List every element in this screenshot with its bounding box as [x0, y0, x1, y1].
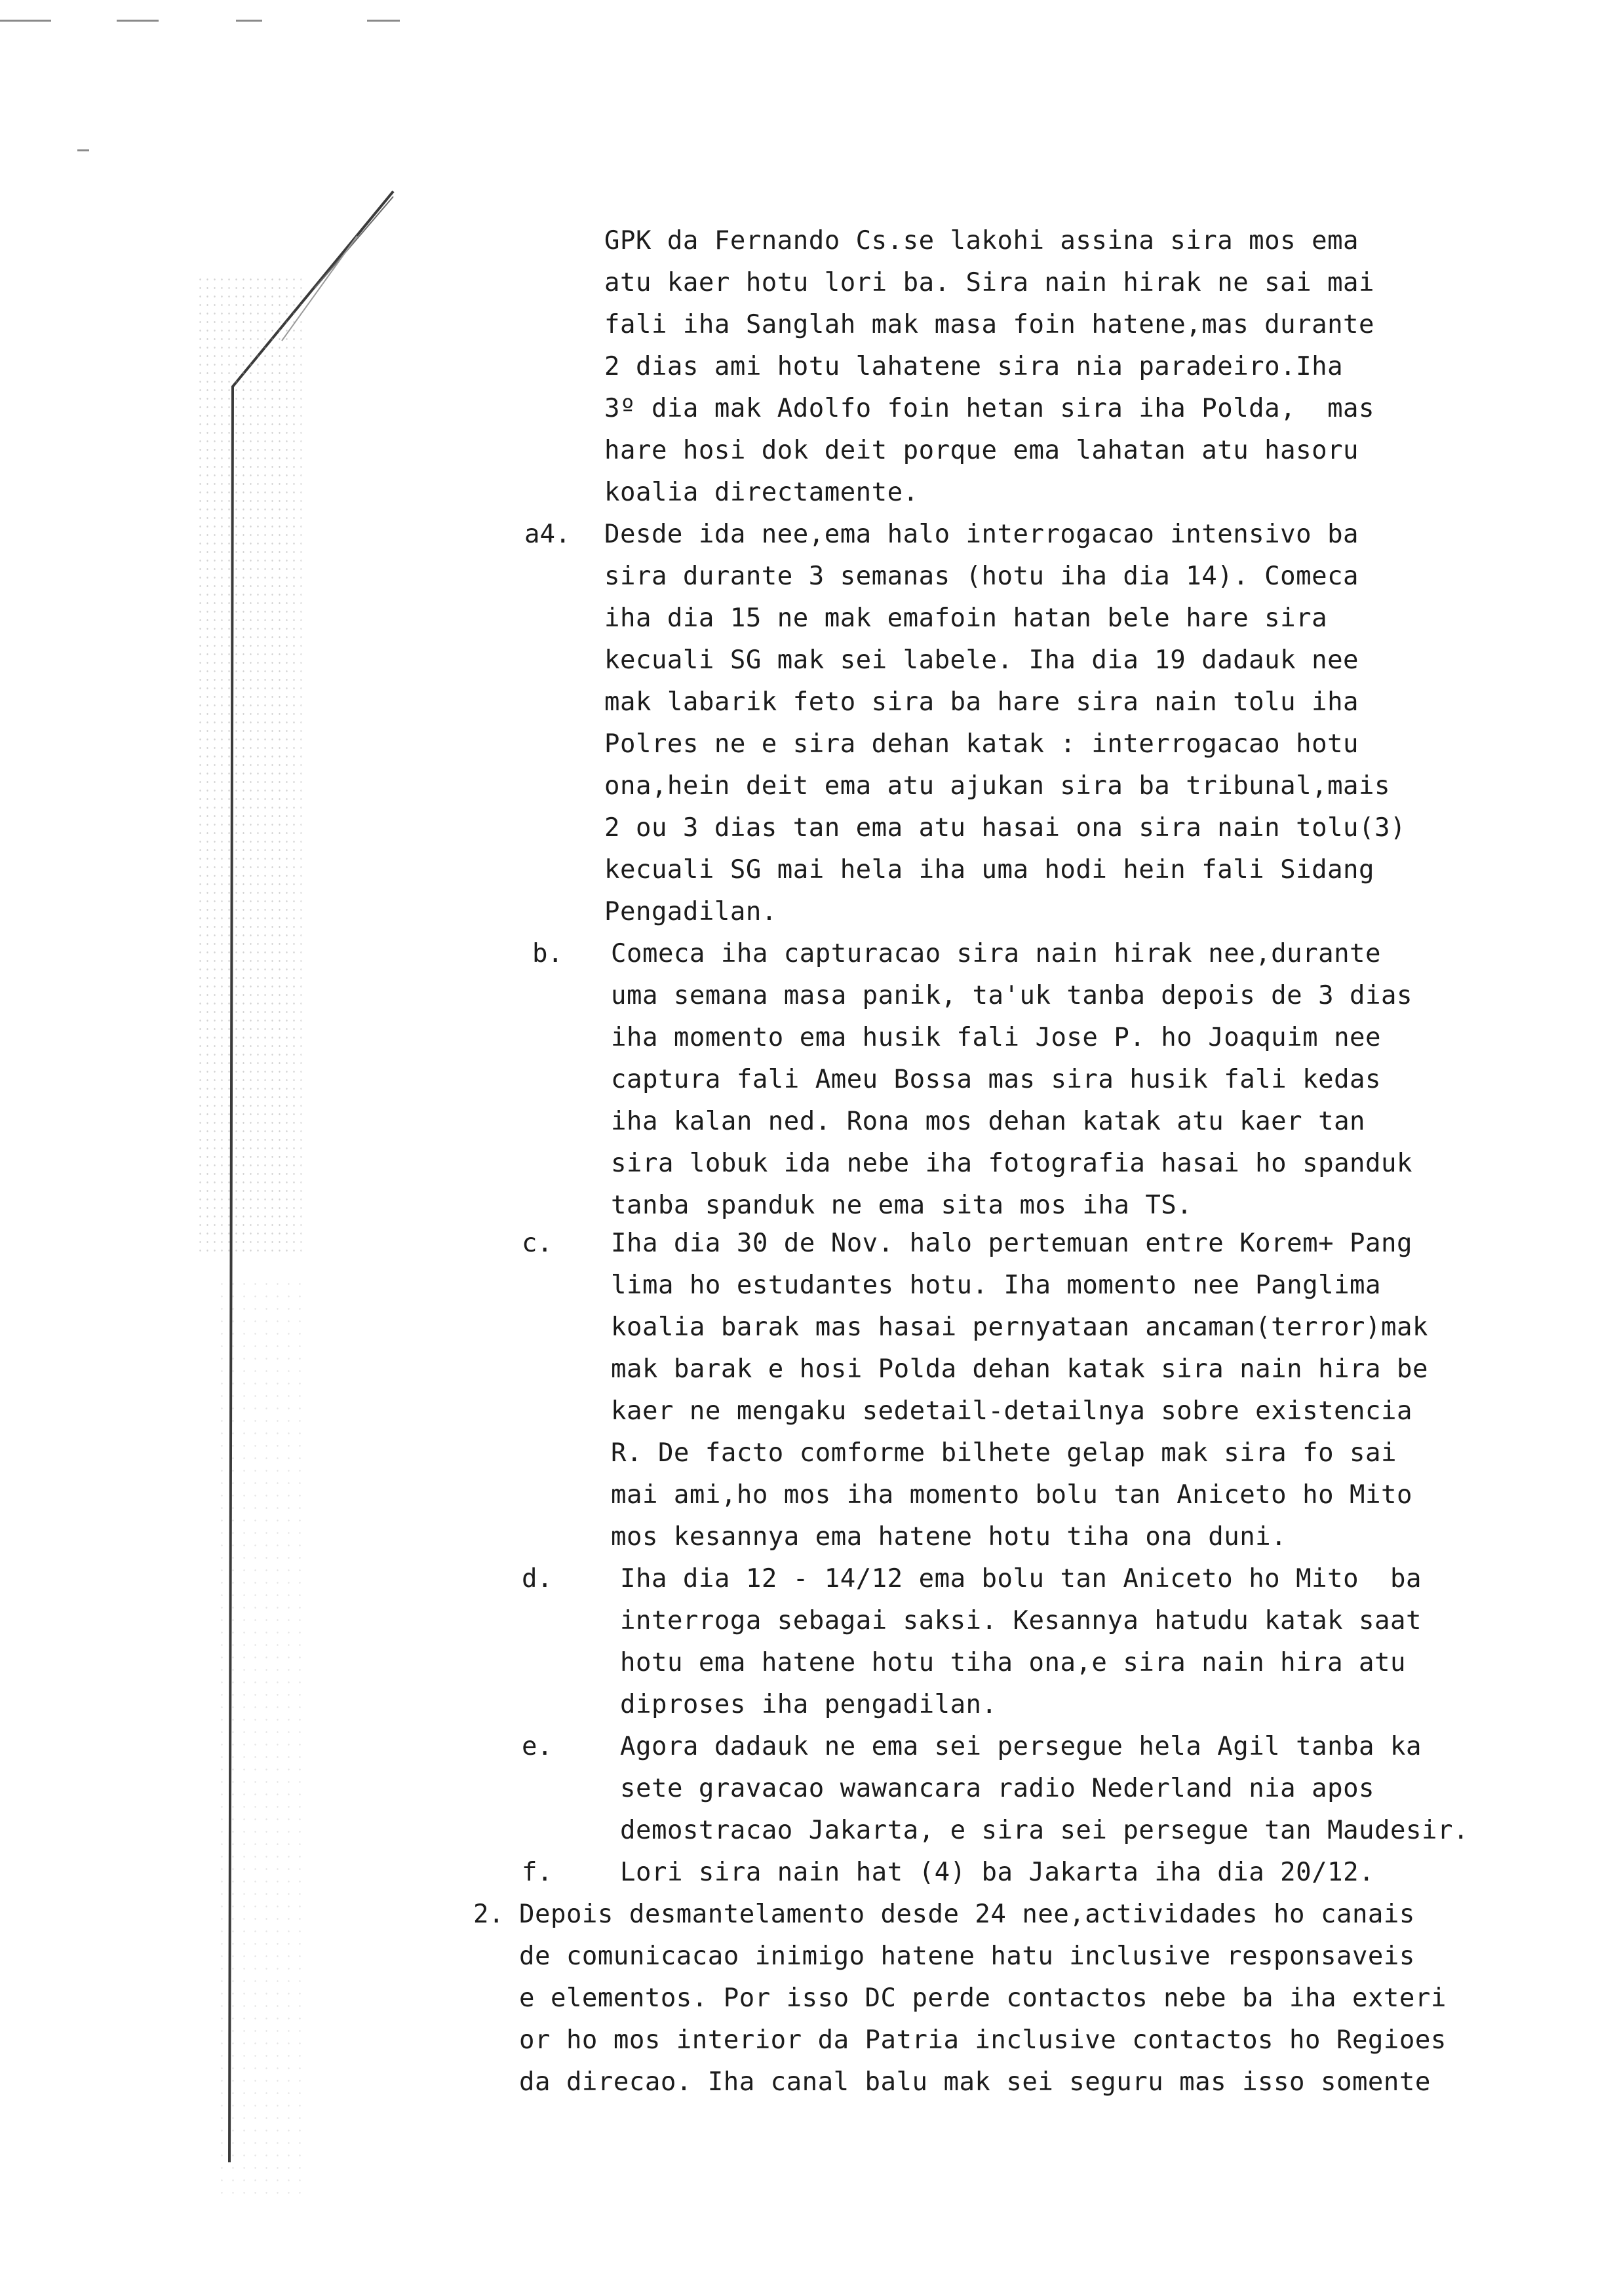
text-line: Lori sira nain hat (4) ba Jakarta iha dia 20/12.: [620, 1858, 1375, 1887]
text-line: interroga sebagai saksi. Kesannya hatudu katak saat: [620, 1606, 1422, 1636]
text-line: hare hosi dok deit porque ema lahatan atu hasoru: [604, 436, 1359, 465]
item-label: e.: [522, 1732, 553, 1761]
text-line: iha momento ema husik fali Jose P. ho Joaquim nee: [611, 1023, 1382, 1052]
text-line: kecuali SG mak sei labele. Iha dia 19 dadauk nee: [604, 645, 1359, 675]
text-line: mos kesannya ema hatene hotu tiha ona duni.: [611, 1522, 1287, 1552]
item-label: f.: [522, 1858, 553, 1887]
scan-speckle-lower: [216, 1278, 308, 2195]
text-line: hotu ema hatene hotu tiha ona,e sira nain hira atu: [620, 1648, 1406, 1677]
text-line: Agora dadauk ne ema sei persegue hela Agil tanba ka: [620, 1732, 1422, 1761]
item-label: a4.: [524, 520, 571, 549]
text-line: koalia directamente.: [604, 478, 919, 507]
text-line: demostracao Jakarta, e sira sei persegue tan Maudesir.: [620, 1816, 1469, 1845]
text-line: uma semana masa panik, ta'uk tanba depois de 3 dias: [611, 981, 1412, 1010]
text-line: 2 ou 3 dias tan ema atu hasai ona sira nain tolu(3): [604, 813, 1406, 843]
text-line: Polres ne e sira dehan katak : interrogacao hotu: [604, 729, 1359, 759]
text-line: sira durante 3 semanas (hotu iha dia 14). Comeca: [604, 562, 1359, 591]
scan-speckle-upper: [197, 275, 302, 1258]
text-line: R. De facto comforme bilhete gelap mak sira fo sai: [611, 1438, 1397, 1468]
item-label: b.: [532, 939, 563, 968]
text-line: koalia barak mas hasai pernyataan ancaman(terror)mak: [611, 1312, 1428, 1342]
text-line: Iha dia 30 de Nov. halo pertemuan entre Korem+ Pang: [611, 1229, 1412, 1258]
text-line: kecuali SG mai hela iha uma hodi hein fali Sidang: [604, 855, 1375, 885]
text-line: iha dia 15 ne mak emafoin hatan bele hare sira: [604, 603, 1328, 633]
text-line: 2 dias ami hotu lahatene sira nia paradeiro.Iha: [604, 352, 1344, 381]
text-line: sira lobuk ida nebe iha fotografia hasai ho spanduk: [611, 1149, 1412, 1178]
text-line: lima ho estudantes hotu. Iha momento nee Panglima: [611, 1271, 1382, 1300]
text-line: mai ami,ho mos iha momento bolu tan Aniceto ho Mito: [611, 1480, 1412, 1510]
text-line: de comunicacao inimigo hatene hatu inclusive responsaveis: [519, 1942, 1415, 1971]
text-line: Pengadilan.: [604, 897, 777, 927]
section-label: 2.: [473, 1900, 504, 1929]
text-line: captura fali Ameu Bossa mas sira husik fali kedas: [611, 1065, 1382, 1094]
text-line: sete gravacao wawancara radio Nederland nia apos: [620, 1774, 1375, 1803]
text-line: da direcao. Iha canal balu mak sei seguru mas isso somente: [519, 2067, 1431, 2097]
item-label: c.: [522, 1229, 553, 1258]
text-line: ona,hein deit ema atu ajukan sira ba tribunal,mais: [604, 771, 1390, 801]
text-line: Comeca iha capturacao sira nain hirak nee,durante: [611, 939, 1382, 968]
text-line: diproses iha pengadilan.: [620, 1690, 998, 1719]
text-line: iha kalan ned. Rona mos dehan katak atu kaer tan: [611, 1107, 1366, 1136]
text-line: Depois desmantelamento desde 24 nee,actividades ho canais: [519, 1900, 1415, 1929]
text-line: mak barak e hosi Polda dehan katak sira nain hira be: [611, 1354, 1428, 1384]
item-label: d.: [522, 1564, 553, 1594]
text-line: mak labarik feto sira ba hare sira nain tolu iha: [604, 687, 1359, 717]
text-line: e elementos. Por isso DC perde contactos nebe ba iha exteri: [519, 1983, 1447, 2013]
text-line: fali iha Sanglah mak masa foin hatene,mas durante: [604, 310, 1375, 339]
text-line: 3º dia mak Adolfo foin hetan sira iha Polda, mas: [604, 394, 1375, 423]
text-line: kaer ne mengaku sedetail-detailnya sobre existencia: [611, 1396, 1412, 1426]
text-line: tanba spanduk ne ema sita mos iha TS.: [611, 1191, 1193, 1220]
text-line: Desde ida nee,ema halo interrogacao intensivo ba: [604, 520, 1359, 549]
text-line: atu kaer hotu lori ba. Sira nain hirak ne sai mai: [604, 268, 1375, 297]
text-line: Iha dia 12 - 14/12 ema bolu tan Aniceto ho Mito ba: [620, 1564, 1422, 1594]
text-line: GPK da Fernando Cs.se lakohi assina sira mos ema: [604, 226, 1359, 256]
text-line: or ho mos interior da Patria inclusive contactos ho Regioes: [519, 2025, 1447, 2055]
